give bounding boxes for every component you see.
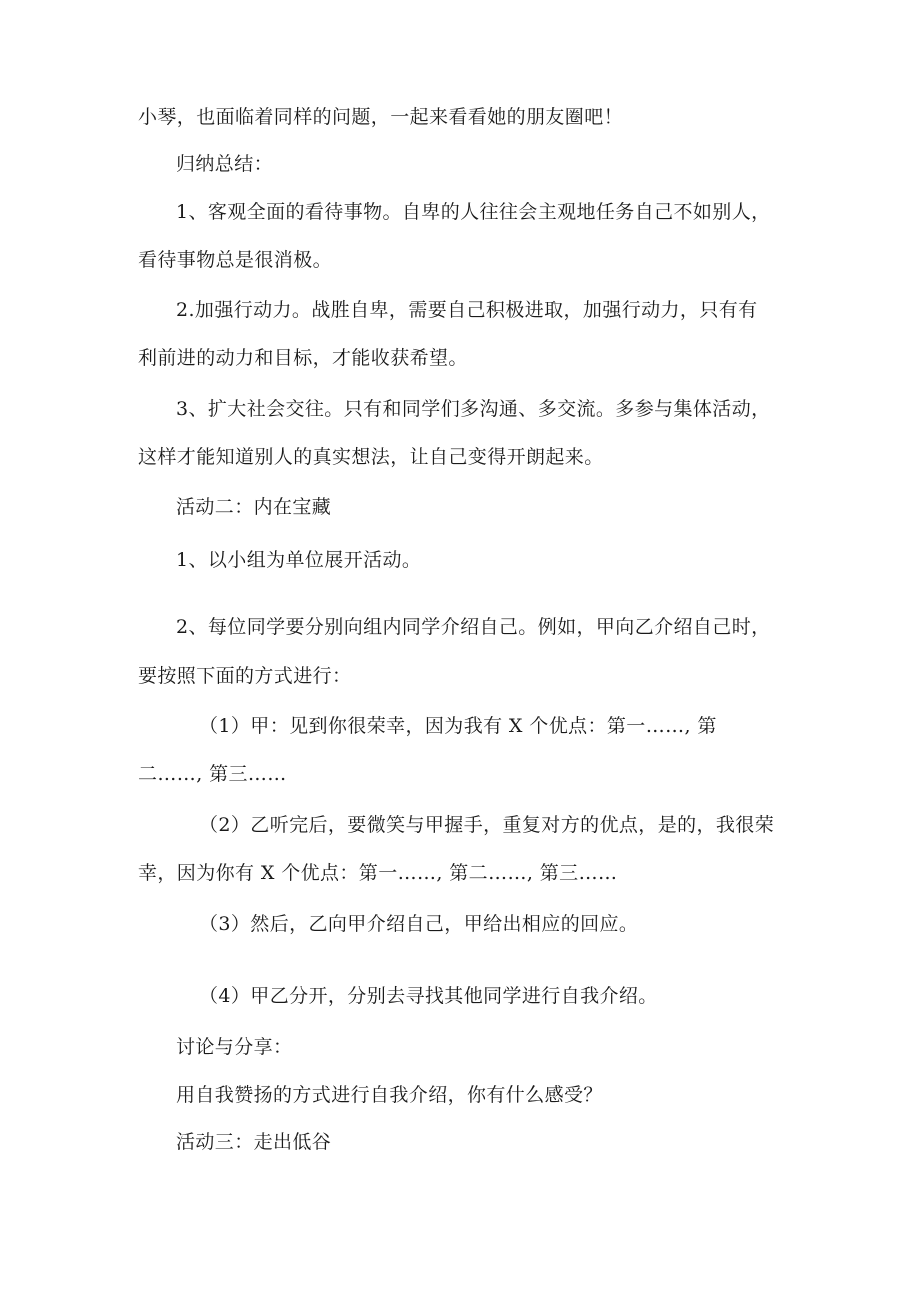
substep-2-line-2: 幸，因为你有 X 个优点：第一……, 第二……, 第三…… — [138, 862, 618, 884]
activity-two-step-2-line-2: 要按照下面的方式进行： — [138, 665, 352, 687]
intro-line: 小琴，也面临着同样的问题，一起来看看她的朋友圈吧！ — [138, 106, 624, 128]
discussion-heading: 讨论与分享： — [176, 1036, 293, 1058]
summary-heading: 归纳总结： — [176, 153, 274, 175]
substep-1-line-1: （1）甲：见到你很荣幸，因为我有 X 个优点：第一……, 第 — [199, 715, 717, 737]
summary-point-1-line-2: 看待事物总是很消极。 — [138, 249, 333, 271]
substep-2-line-1: （2）乙听完后，要微笑与甲握手，重复对方的优点，是的，我很荣 — [199, 814, 775, 836]
activity-two-heading: 活动二：内在宝藏 — [176, 496, 332, 518]
summary-point-2-line-1: 2.加强行动力。战胜自卑，需要自己积极进取，加强行动力，只有有 — [176, 299, 758, 321]
discussion-question: 用自我赞扬的方式进行自我介绍，你有什么感受？ — [176, 1084, 603, 1106]
activity-two-step-2-line-1: 2、每位同学要分别向组内同学介绍自己。例如，甲向乙介绍自己时， — [176, 616, 771, 638]
substep-3: （3）然后，乙向甲介绍自己，甲给出相应的回应。 — [199, 913, 639, 935]
substep-4: （4）甲乙分开，分别去寻找其他同学进行自我介绍。 — [199, 985, 658, 1007]
summary-point-2-line-2: 利前进的动力和目标，才能收获希望。 — [138, 347, 468, 369]
summary-point-3-line-2: 这样才能知道别人的真实想法，让自己变得开朗起来。 — [138, 446, 604, 468]
substep-1-line-2: 二……, 第三…… — [138, 763, 287, 785]
activity-two-step-1: 1、以小组为单位展开活动。 — [176, 549, 422, 571]
summary-point-3-line-1: 3、扩大社会交往。只有和同学们多沟通、多交流。多参与集体活动， — [176, 398, 771, 420]
activity-three-heading: 活动三：走出低谷 — [176, 1131, 332, 1153]
summary-point-1-line-1: 1、客观全面的看待事物。自卑的人往往会主观地任务自己不如别人， — [176, 201, 771, 223]
